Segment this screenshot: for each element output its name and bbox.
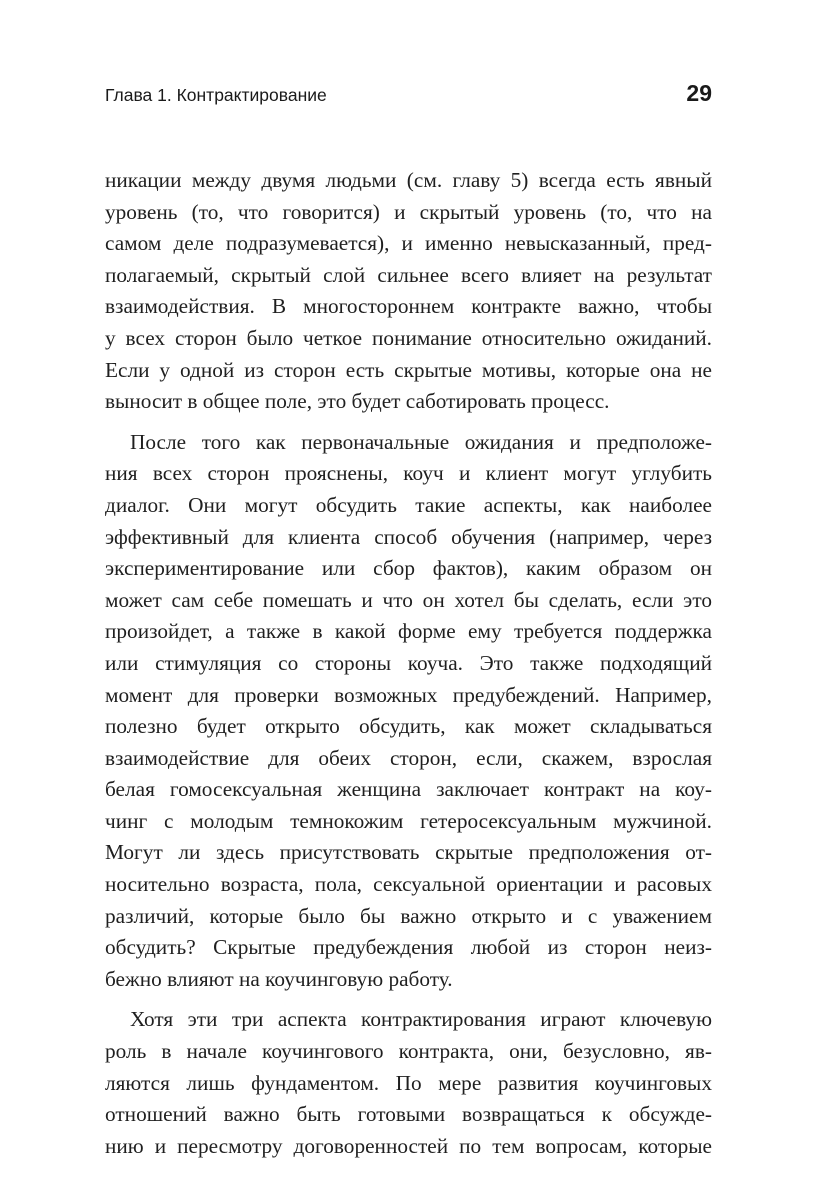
body-text [105, 165, 712, 1162]
text-line: самом деле подразумевается), и именно невысказанный, пред- [105, 231, 712, 256]
text-line: ния всех сторон прояснены, коуч и клиент могут углубить [105, 461, 712, 486]
text-line: Могут ли здесь присутствовать скрытые предположения от- [105, 840, 712, 865]
text-line: взаимодействие для обеих сторон, если, скажем, взрослая [105, 745, 712, 770]
text-line: белая гомосексуальная женщина заключает контракт на коу- [105, 777, 712, 802]
text-line: уровень (то, что говорится) и скрытый уровень (то, что на [105, 199, 712, 224]
page-number: 29 [686, 80, 712, 106]
text-line: ляются лишь фундаментом. По мере развития коучинговых [105, 1070, 712, 1095]
text-line: взаимодействия. В многостороннем контракте важно, чтобы [105, 294, 712, 319]
text-line: диалог. Они могут обсудить такие аспекты, как наиболее [105, 492, 712, 517]
paragraph [105, 427, 712, 996]
text-line: обсудить? Скрытые предубеждения любой из сторон неиз- [105, 935, 712, 960]
text-line: нию и пересмотру договоренностей по тем вопросам, которые [105, 1133, 712, 1158]
text-line: никации между двумя людьми (см. главу 5) всегда есть явный [105, 168, 712, 192]
text-line: выносит в общее поле, это будет саботировать процесс. [105, 389, 610, 414]
text-line: экспериментирование или сбор фактов), каким образом он [105, 556, 712, 581]
text-line: у всех сторон было четкое понимание относительно ожиданий. [105, 325, 712, 350]
text-line: Хотя эти три аспекта контрактирования играют ключевую [130, 1007, 712, 1032]
text-line: бежно влияют на коучинговую работу. [105, 966, 453, 991]
text-line: произойдет, а также в какой форме ему требуется поддержка [105, 619, 712, 644]
text-line: чинг с молодым темнокожим гетеросексуальным мужчиной. [105, 808, 712, 833]
text-line: момент для проверки возможных предубеждений. Например, [105, 682, 712, 707]
text-line: эффективный для клиента способ обучения (например, через [105, 524, 712, 549]
text-line: Если у одной из сторон есть скрытые мотивы, которые она не [105, 357, 712, 382]
text-line: полагаемый, скрытый слой сильнее всего влияет на результат [105, 262, 712, 287]
text-line: носительно возраста, пола, сексуальной ориентации и расовых [105, 872, 712, 897]
text-line: полезно будет открыто обсудить, как может складываться [105, 714, 712, 739]
text-line: После того как первоначальные ожидания и предположе- [130, 429, 712, 454]
text-line: отношений важно быть готовыми возвращаться к обсужде- [105, 1102, 712, 1127]
text-line: различий, которые было бы важно открыто и с уважением [105, 903, 712, 928]
running-head [105, 82, 712, 112]
text-line: может сам себе помешать и что он хотел бы сделать, если это [105, 587, 712, 612]
text-line: роль в начале коучингового контракта, они, безусловно, яв- [105, 1039, 712, 1064]
paragraph [105, 1004, 712, 1162]
paragraph [105, 165, 712, 418]
text-line: или стимуляция со стороны коуча. Это также подходящий [105, 650, 712, 675]
chapter-title: Глава 1. Контрактирование [105, 85, 327, 105]
